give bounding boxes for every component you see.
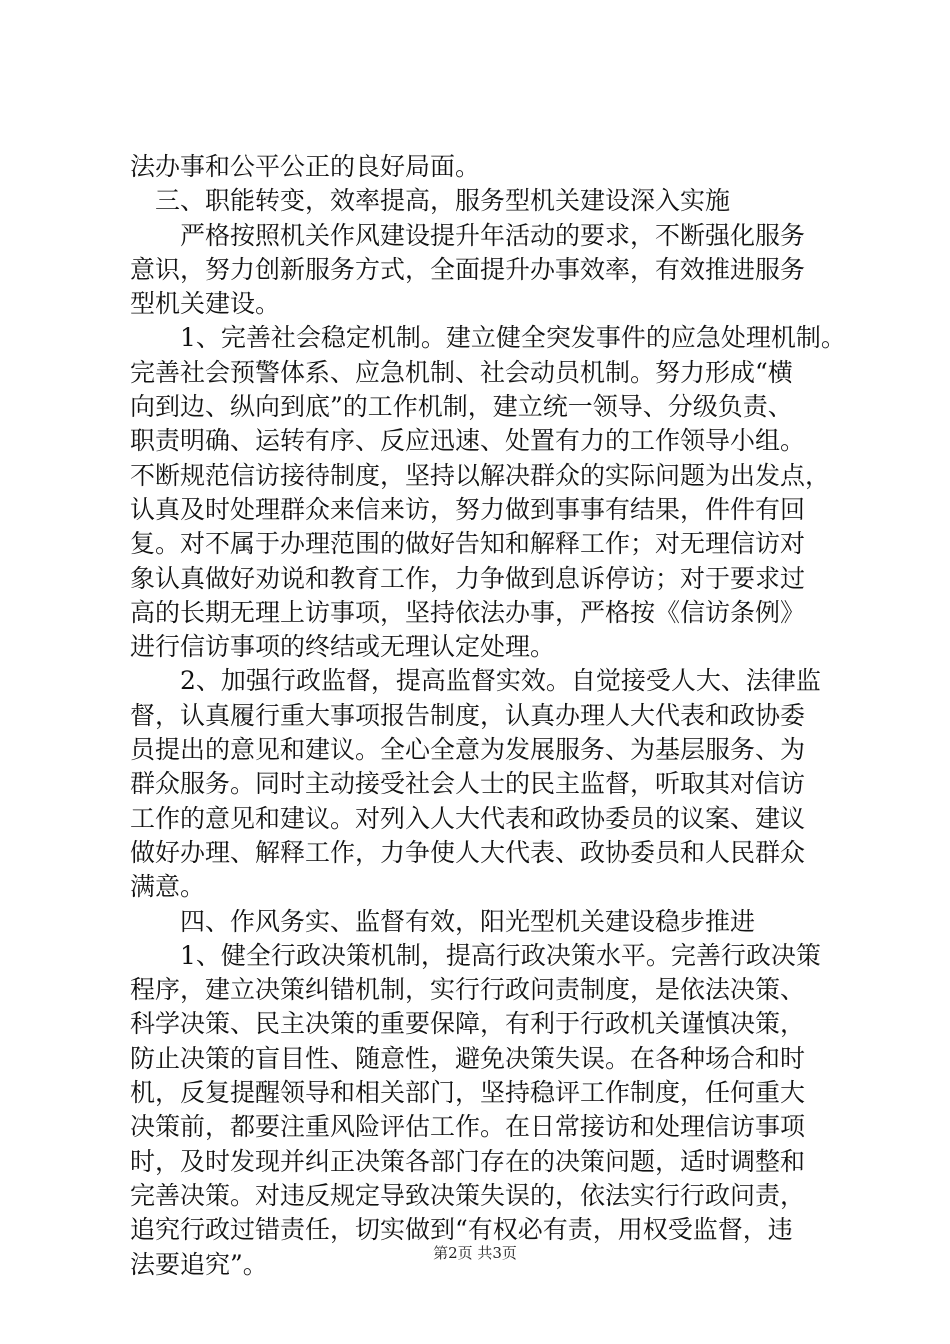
text-line: 法办事和公平公正的良好局面。 xyxy=(130,152,481,181)
text-line: 向到边、纵向到底”的工作机制，建立统一领导、分级负责、 xyxy=(130,392,793,422)
text-line: 督，认真履行重大事项报告制度，认真办理人大代表和政协委 xyxy=(130,700,806,730)
text-line: 进行信访事项的终结或无理认定处理。 xyxy=(130,632,556,662)
text-line: 不断规范信访接待制度，坚持以解决群众的实际问题为出发点， xyxy=(130,460,831,490)
text-line: 1、完善社会稳定机制。建立健全突发事件的应急处理机制。 xyxy=(130,323,846,353)
text-line: 完善决策。对违反规定导致决策失误的，依法实行行政问责， xyxy=(130,1180,806,1210)
text-line: 群众服务。同时主动接受社会人士的民主监督，听取其对信访 xyxy=(130,769,806,799)
text-line: 严格按照机关作风建设提升年活动的要求，不断强化服务 xyxy=(130,220,806,250)
text-line: 完善社会预警体系、应急机制、社会动员机制。努力形成“横 xyxy=(130,357,793,387)
body-text xyxy=(130,150,862,1282)
text-line: 程序，建立决策纠错机制，实行行政问责制度，是依法决策、 xyxy=(130,975,806,1005)
text-line: 机，反复提醒领导和相关部门，坚持稳评工作制度，任何重大 xyxy=(130,1078,806,1108)
text-line: 象认真做好劝说和教育工作，力争做到息诉停访；对于要求过 xyxy=(130,563,806,593)
page-footer: 第2页 共3页 xyxy=(433,1244,517,1262)
text-line: 复。对不属于办理范围的做好告知和解释工作；对无理信访对 xyxy=(130,529,806,559)
text-line: 追究行政过错责任，切实做到“有权必有责，用权受监督，违 xyxy=(130,1215,793,1245)
text-line: 满意。 xyxy=(130,872,206,902)
text-line: 工作的意见和建议。对列入人大代表和政协委员的议案、建议 xyxy=(130,803,806,833)
text-line: 防止决策的盲目性、随意性，避免决策失误。在各种场合和时 xyxy=(130,1043,806,1073)
text-line: 员提出的意见和建议。全心全意为发展服务、为基层服务、为 xyxy=(130,735,806,765)
text-line: 法要追究”。 xyxy=(130,1249,268,1279)
text-line: 认真及时处理群众来信来访，努力做到事事有结果，件件有回 xyxy=(130,494,806,524)
text-line: 时，及时发现并纠正决策各部门存在的决策问题，适时调整和 xyxy=(130,1146,806,1176)
text-line: 2、加强行政监督，提高监督实效。自觉接受人大、法律监 xyxy=(130,666,821,696)
text-line: 三、职能转变，效率提高，服务型机关建设深入实施 xyxy=(130,186,731,216)
text-line: 型机关建设。 xyxy=(130,289,281,319)
text-line: 科学决策、民主决策的重要保障，有利于行政机关谨慎决策， xyxy=(130,1009,806,1039)
text-line: 四、作风务实、监督有效，阳光型机关建设稳步推进 xyxy=(130,906,756,936)
text-line: 职责明确、运转有序、反应迅速、处置有力的工作领导小组。 xyxy=(130,426,806,456)
text-line: 做好办理、解释工作，力争使人大代表、政协委员和人民群众 xyxy=(130,837,806,867)
text-line: 高的长期无理上访事项，坚持依法办事，严格按《信访条例》 xyxy=(130,597,806,627)
text-line: 意识，努力创新服务方式，全面提升办事效率，有效推进服务 xyxy=(130,254,806,284)
text-line: 1、健全行政决策机制，提高行政决策水平。完善行政决策 xyxy=(130,940,821,970)
text-line: 决策前，都要注重风险评估工作。在日常接访和处理信访事项 xyxy=(130,1112,806,1142)
